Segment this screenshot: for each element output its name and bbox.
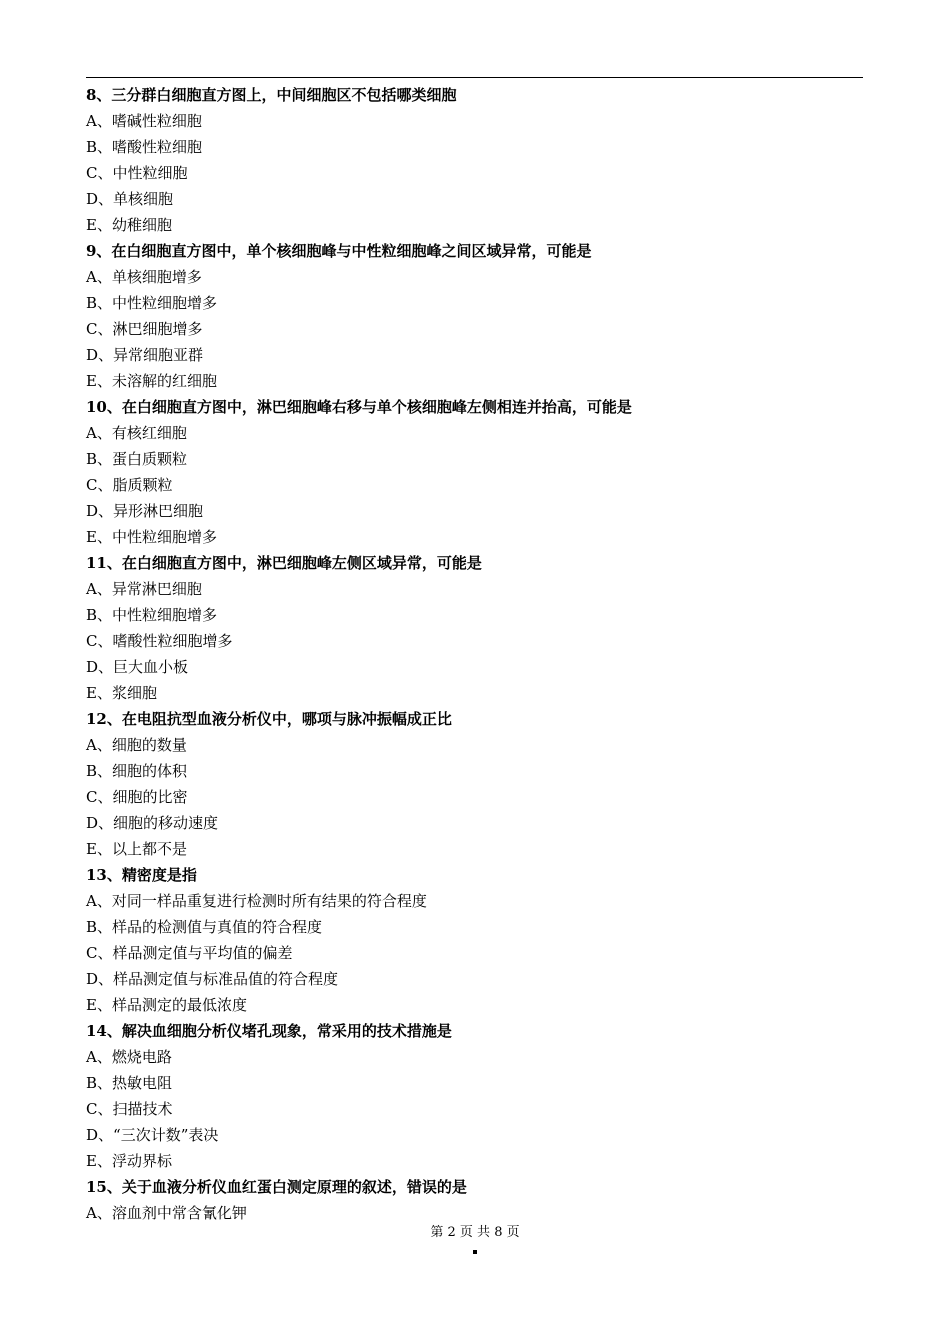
answer-option: D、异形淋巴细胞 [86, 502, 204, 520]
question-title: 11、在白细胞直方图中，淋巴细胞峰左侧区域异常，可能是 [86, 554, 482, 572]
question-title: 14、解决血细胞分析仪堵孔现象，常采用的技术措施是 [86, 1022, 452, 1040]
answer-option: D、细胞的移动速度 [86, 814, 219, 832]
answer-option: C、淋巴细胞增多 [86, 320, 203, 338]
answer-option: C、脂质颗粒 [86, 476, 173, 494]
answer-option: B、中性粒细胞增多 [86, 606, 218, 624]
answer-option: A、嗜碱性粒细胞 [86, 112, 202, 130]
answer-option: E、未溶解的红细胞 [86, 372, 217, 390]
answer-option: E、以上都不是 [86, 840, 187, 858]
answer-option: E、浮动界标 [86, 1152, 172, 1170]
answer-option: E、浆细胞 [86, 684, 157, 702]
answer-option: E、样品测定的最低浓度 [86, 996, 247, 1014]
answer-option: C、中性粒细胞 [86, 164, 188, 182]
footer-dot [473, 1250, 477, 1254]
answer-option: B、蛋白质颗粒 [86, 450, 188, 468]
answer-option: D、“三次计数”表决 [86, 1126, 219, 1144]
question-title: 9、在白细胞直方图中，单个核细胞峰与中性粒细胞峰之间区域异常，可能是 [86, 242, 592, 260]
question-title: 13、精密度是指 [86, 866, 197, 884]
answer-option: B、中性粒细胞增多 [86, 294, 218, 312]
answer-option: A、异常淋巴细胞 [86, 580, 202, 598]
answer-option: D、样品测定值与标准品值的符合程度 [86, 970, 339, 988]
answer-option: A、单核细胞增多 [86, 268, 202, 286]
answer-option: A、溶血剂中常含氰化钾 [86, 1204, 247, 1222]
question-title: 8、三分群白细胞直方图上，中间细胞区不包括哪类细胞 [86, 86, 457, 104]
header-rule [86, 77, 863, 78]
answer-option: A、对同一样品重复进行检测时所有结果的符合程度 [86, 892, 427, 910]
answer-option: A、细胞的数量 [86, 736, 187, 754]
answer-option: C、细胞的比密 [86, 788, 188, 806]
answer-option: E、中性粒细胞增多 [86, 528, 217, 546]
answer-option: C、扫描技术 [86, 1100, 173, 1118]
answer-option: B、嗜酸性粒细胞 [86, 138, 203, 156]
answer-option: A、有核红细胞 [86, 424, 187, 442]
page-number: 第 2 页 共 8 页 [430, 1225, 520, 1240]
answer-option: B、热敏电阻 [86, 1074, 173, 1092]
answer-option: D、单核细胞 [86, 190, 174, 208]
question-title: 15、关于血液分析仪血红蛋白测定原理的叙述，错误的是 [86, 1178, 467, 1196]
answer-option: C、嗜酸性粒细胞增多 [86, 632, 233, 650]
answer-option: B、细胞的体积 [86, 762, 188, 780]
answer-option: B、样品的检测值与真值的符合程度 [86, 918, 323, 936]
answer-option: D、异常细胞亚群 [86, 346, 204, 364]
question-list [86, 82, 866, 1226]
answer-option: C、样品测定值与平均值的偏差 [86, 944, 293, 962]
question-title: 12、在电阻抗型血液分析仪中，哪项与脉冲振幅成正比 [86, 710, 452, 728]
question-title: 10、在白细胞直方图中，淋巴细胞峰右移与单个核细胞峰左侧相连并抬高，可能是 [86, 398, 632, 416]
answer-option: E、幼稚细胞 [86, 216, 172, 234]
answer-option: A、燃烧电路 [86, 1048, 172, 1066]
answer-option: D、巨大血小板 [86, 658, 189, 676]
